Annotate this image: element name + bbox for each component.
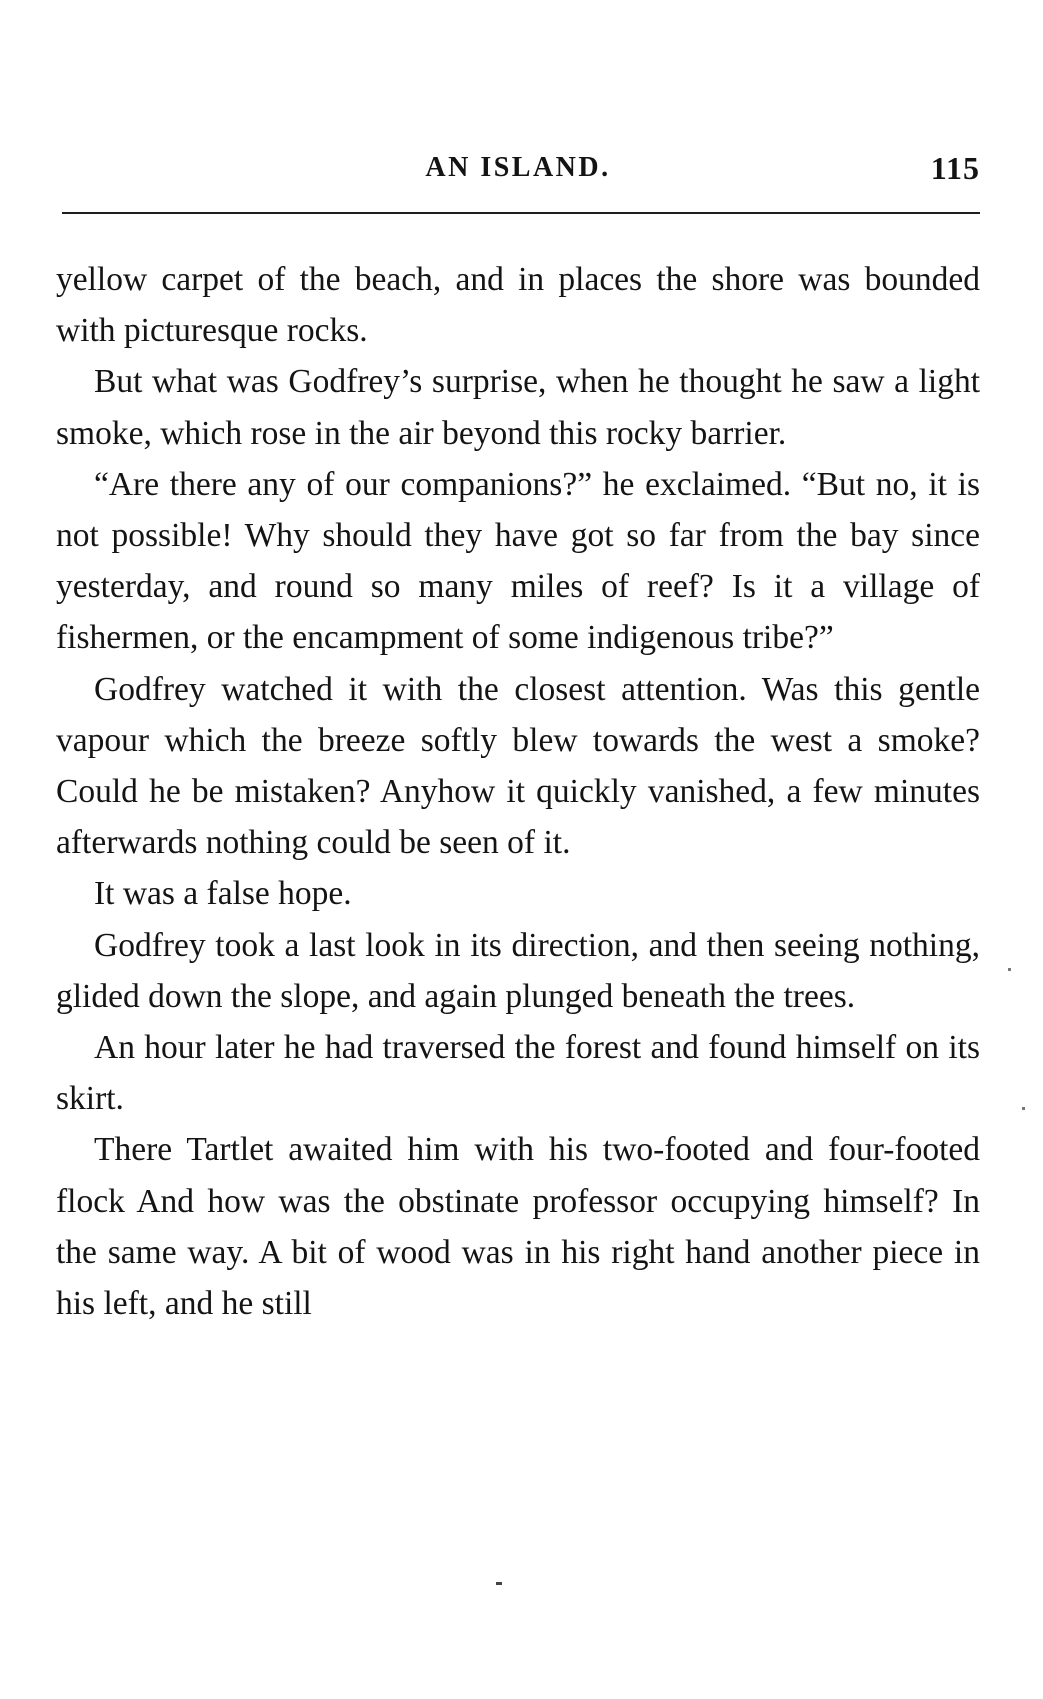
paragraph-dialogue: “Are there any of our companions?” he exclaimed. “But no, it is not possible! Why should they have got so far from the bay since yesterday, and round so many miles of reef? Is it a village of fishermen, or the encampment of some indigenous tribe?” <box>56 465 980 657</box>
paragraph-continues: There Tartlet awaited him with his two-footed and four-footed flock And how was the obstinate professor occupying himself? In the same way. A bit of wood was in his right hand another piece in his left, and he still <box>56 1131 980 1323</box>
margin-speck <box>1022 1107 1025 1110</box>
paragraph: It was a false hope. <box>94 875 352 913</box>
paragraph: But what was Godfrey’s surprise, when he thought he saw a light smoke, which rose in the air beyond this rocky barrier. <box>56 363 980 452</box>
header-rule <box>62 212 980 214</box>
page-number: 115 <box>930 150 980 186</box>
paragraph: Godfrey watched it with the closest attention. Was this gentle vapour which the breeze softly blew towards the west a smoke? Could he be mistaken? Anyhow it quickly vanished, a few minutes afterwards nothing could be seen of it. <box>56 670 980 862</box>
running-head <box>56 0 980 218</box>
paragraph-continued: yellow carpet of the beach, and in places the shore was bounded with picturesque rocks. <box>56 261 980 350</box>
paragraph: An hour later he had traversed the forest and found himself on its skirt. <box>56 1029 980 1118</box>
body-text <box>56 254 980 1329</box>
margin-speck <box>1008 968 1011 971</box>
footer-mark <box>496 1582 502 1585</box>
running-head-title: AN ISLAND. <box>425 152 611 183</box>
book-page <box>56 0 980 1323</box>
paragraph: Godfrey took a last look in its direction, and then seeing nothing, glided down the slope, and again plunged beneath the trees. <box>56 926 980 1015</box>
